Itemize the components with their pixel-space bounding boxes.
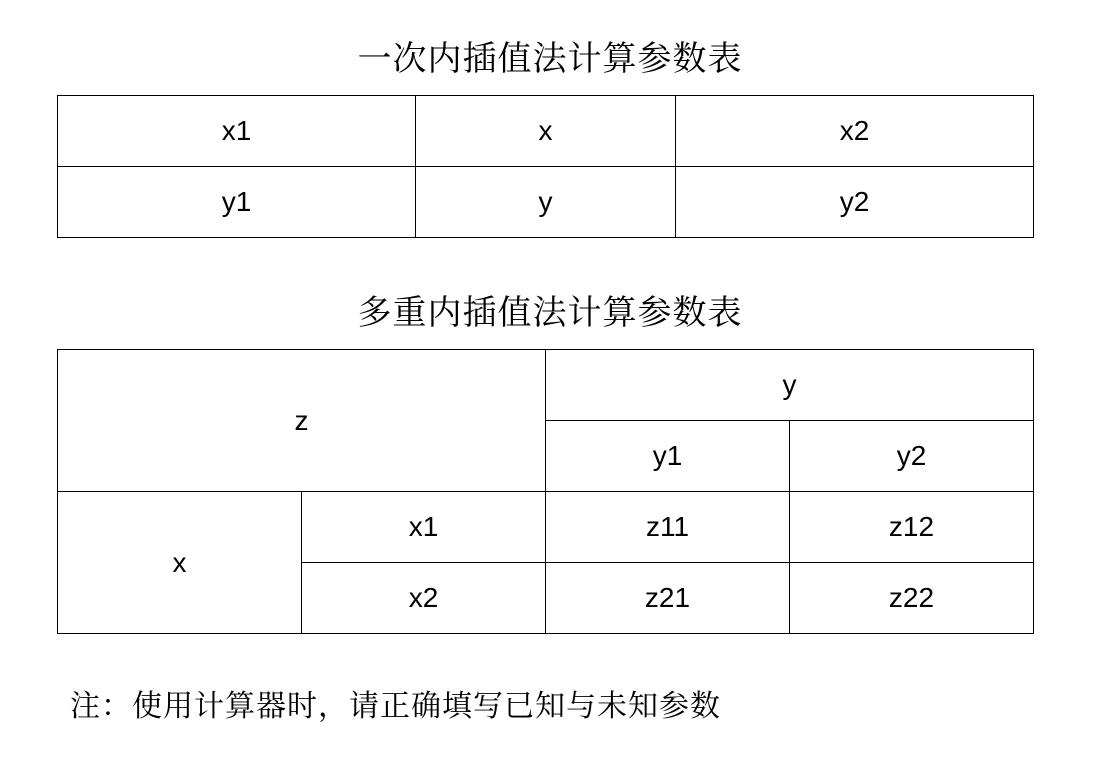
cell-y2[interactable]: y2 (790, 421, 1034, 492)
cell-x2[interactable]: x2 (676, 96, 1034, 167)
cell-z22[interactable]: z22 (790, 563, 1034, 634)
table-row (58, 96, 1034, 167)
cell-y1[interactable]: y1 (58, 167, 416, 238)
cell-x[interactable]: x (416, 96, 676, 167)
cell-z21[interactable]: z21 (546, 563, 790, 634)
usage-note: 注：使用计算器时，请正确填写已知与未知参数 (70, 689, 721, 724)
table-row (58, 492, 1034, 563)
linear-interpolation-table (57, 95, 1034, 238)
cell-x-header: x (58, 492, 302, 634)
cell-z12[interactable]: z12 (790, 492, 1034, 563)
table-row (58, 350, 1034, 421)
cell-y[interactable]: y (416, 167, 676, 238)
cell-y1[interactable]: y1 (546, 421, 790, 492)
multiple-interpolation-table-title: 多重内插值法计算参数表 (357, 293, 743, 333)
multiple-interpolation-table (57, 349, 1034, 634)
cell-y-header: y (546, 350, 1034, 421)
cell-x1[interactable]: x1 (58, 96, 416, 167)
cell-z-header: z (58, 350, 546, 492)
cell-y2[interactable]: y2 (676, 167, 1034, 238)
cell-x2[interactable]: x2 (302, 563, 546, 634)
linear-interpolation-table-title: 一次内插值法计算参数表 (357, 39, 743, 79)
table-row (58, 167, 1034, 238)
cell-x1[interactable]: x1 (302, 492, 546, 563)
cell-z11[interactable]: z11 (546, 492, 790, 563)
